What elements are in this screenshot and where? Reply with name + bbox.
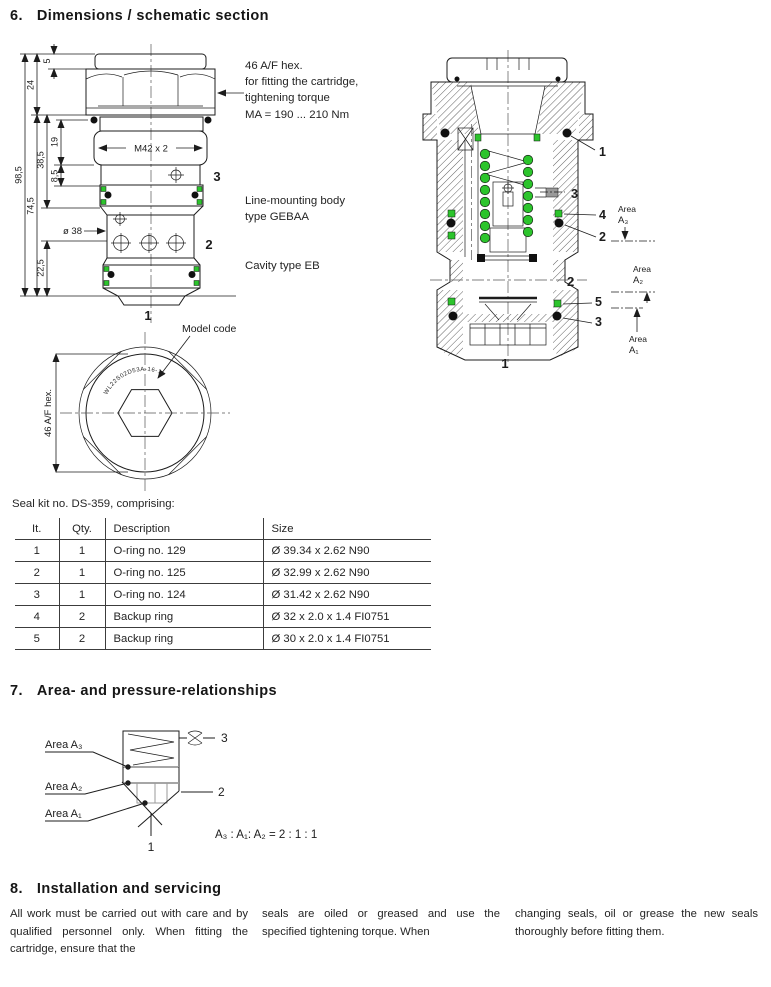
bottom-view-drawing bbox=[32, 320, 247, 500]
section8-number: 8. bbox=[10, 881, 23, 897]
area-a3-word: Area bbox=[618, 204, 636, 214]
area-a2-sym: A₂ bbox=[633, 275, 644, 286]
body-note: Line-mounting body type GEBAA bbox=[245, 195, 346, 224]
symbol-area-a3: Area A₃ bbox=[45, 739, 83, 751]
port-label-3: 3 bbox=[213, 169, 221, 184]
dim-38-5: 38,5 bbox=[35, 151, 46, 169]
area-a1-sym: A₁ bbox=[629, 345, 639, 356]
symbol-area-a1: Area A₁ bbox=[45, 808, 82, 820]
dim-74-5: 74,5 bbox=[25, 197, 36, 215]
servicing-text-col3: changing seals, oil or grease the new seals thoroughly before fitting them. bbox=[515, 908, 758, 938]
symbol-port-2: 2 bbox=[218, 785, 225, 799]
section6-number: 6. bbox=[10, 8, 23, 24]
table-row: 3 1 O-ring no. 124 Ø 31.42 x 2.62 N90 bbox=[15, 584, 431, 606]
area-a2-word: Area bbox=[633, 264, 651, 274]
area-a1-word: Area bbox=[629, 334, 647, 344]
dim-dia38: ø 38 bbox=[62, 226, 82, 237]
col-size: Size bbox=[271, 522, 294, 535]
table-row: 1 1 O-ring no. 129 Ø 39.34 x 2.62 N90 bbox=[15, 540, 431, 562]
spring-coils bbox=[480, 149, 533, 243]
dim-5: 5 bbox=[42, 58, 52, 64]
item-3-top: 3 bbox=[571, 187, 578, 201]
symbol-port-1: 1 bbox=[147, 840, 155, 854]
servicing-text-col2: seals are oiled or greased and use the specified tightening torque. When bbox=[262, 908, 500, 938]
dim-19: 19 bbox=[49, 136, 60, 148]
dim-8-5: 8,5 bbox=[49, 169, 60, 183]
cartridge-section-drawing bbox=[415, 42, 675, 372]
symbol-port-3: 3 bbox=[221, 731, 228, 745]
port-1-label: 1 bbox=[501, 356, 509, 371]
item-1: 1 bbox=[599, 145, 606, 159]
port-label-2: 2 bbox=[205, 237, 213, 252]
section7-title: Area- and pressure-relationships bbox=[36, 683, 277, 699]
seal-kit-caption: Seal kit no. DS-359, comprising: bbox=[12, 498, 175, 510]
section6-title: Dimensions / schematic section bbox=[36, 8, 269, 24]
area-ratio-formula: A₃ : A₁: A₂ = 2 : 1 : 1 bbox=[215, 829, 318, 841]
item-3-bottom: 3 bbox=[595, 315, 602, 329]
item-2: 2 bbox=[599, 230, 606, 244]
hydraulic-symbol bbox=[35, 712, 365, 862]
section7-heading bbox=[10, 683, 277, 699]
dim-24: 24 bbox=[25, 79, 36, 91]
model-code-label: Model code bbox=[182, 323, 237, 335]
port-label-1: 1 bbox=[144, 308, 152, 323]
servicing-text-col1: All work must be carried out with care and by qualified personnel only. When fitting the cartridge, ensure that the bbox=[10, 908, 248, 955]
section7-number: 7. bbox=[10, 683, 23, 699]
col-qty: Qty. bbox=[59, 518, 105, 540]
cartridge-outline-drawing bbox=[13, 38, 248, 333]
item-4: 4 bbox=[599, 208, 606, 222]
hex-dim-label: 46 A/F hex. bbox=[43, 388, 54, 438]
table-row: 2 1 O-ring no. 125 Ø 32.99 x 2.62 N90 bbox=[15, 562, 431, 584]
dim-thread: M42 x 2 bbox=[134, 143, 168, 155]
model-code-text: WL22S02D53A-16-1 bbox=[103, 366, 163, 396]
symbol-area-a2: Area A₂ bbox=[45, 781, 83, 793]
section6-heading bbox=[10, 8, 269, 24]
port-2-label: 2 bbox=[567, 274, 575, 289]
section8-title: Installation and servicing bbox=[36, 881, 222, 897]
hex-note: 46 A/F hex. for fitting the cartridge, tightening torque MA = 190 ... 210 Nm bbox=[245, 60, 359, 121]
item-5: 5 bbox=[595, 295, 602, 309]
seal-kit-table bbox=[15, 518, 431, 650]
section8-heading bbox=[10, 881, 221, 897]
table-row: 4 2 Backup ring Ø 32 x 2.0 x 1.4 FI0751 bbox=[15, 606, 431, 628]
area-a3-sym: A₃ bbox=[618, 215, 629, 226]
col-description: Description bbox=[105, 518, 263, 540]
table-row: 5 2 Backup ring Ø 30 x 2.0 x 1.4 FI0751 bbox=[15, 628, 431, 650]
dim-22-5: 22,5 bbox=[35, 259, 46, 277]
col-item: It. bbox=[15, 518, 59, 540]
cavity-note: Cavity type EB bbox=[245, 260, 320, 272]
dim-98-5: 98,5 bbox=[13, 166, 24, 184]
pilot-port-plug bbox=[546, 188, 558, 197]
table-header-row bbox=[15, 518, 431, 540]
